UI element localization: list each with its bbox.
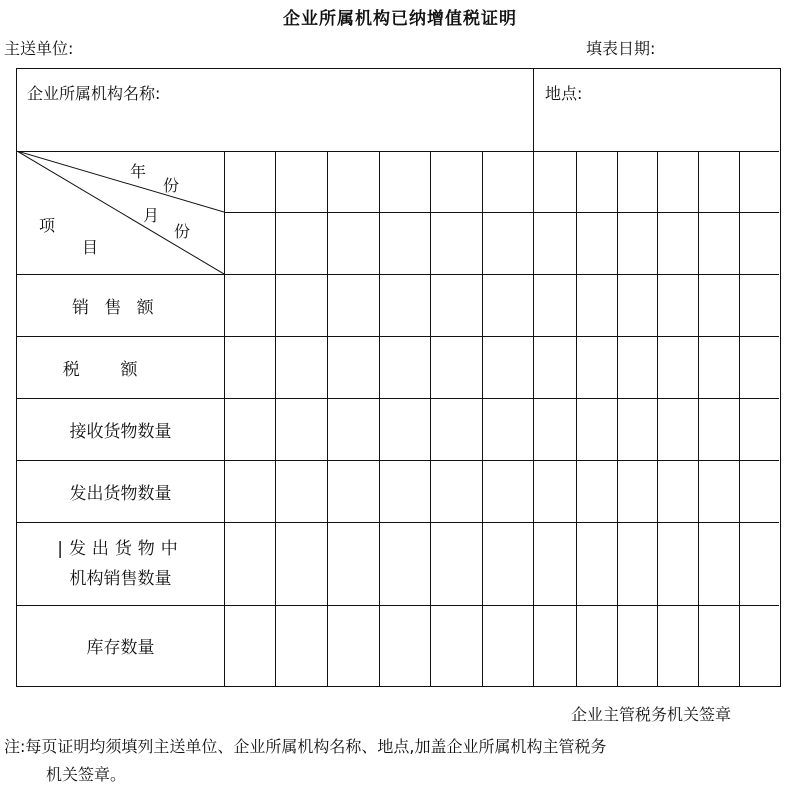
grid-line — [379, 151, 380, 686]
grid-line — [698, 151, 699, 686]
diag-year: 年 — [130, 162, 147, 181]
diag-month: 月 — [143, 206, 160, 225]
row-label-text: 接收货物数量 — [69, 421, 172, 442]
grid-line — [657, 151, 658, 686]
grid-line — [224, 151, 225, 686]
row-label-text: 机构销售数量 — [69, 568, 172, 589]
row-label-shipped-goods — [17, 460, 224, 522]
diag-item: 项 — [39, 216, 56, 235]
grid-line — [327, 151, 328, 686]
grid-line — [576, 151, 577, 686]
diag-fen-month: 份 — [174, 222, 191, 241]
grid-line — [275, 151, 276, 686]
org-name-label: 企业所属机构名称: — [27, 84, 161, 103]
grid-line — [430, 151, 431, 686]
grid-line — [224, 212, 779, 213]
fill-date-label: 填表日期: — [586, 39, 656, 58]
location-label: 地点: — [545, 84, 583, 103]
grid-line — [533, 151, 534, 686]
row-label-text: 销售额 — [72, 297, 169, 318]
diag-fen-year: 份 — [163, 176, 180, 195]
certificate-table — [16, 68, 781, 687]
row-label-text: 库存数量 — [86, 638, 155, 658]
row-label-tax — [17, 336, 224, 398]
row-label-branch-sales — [17, 522, 224, 605]
diag-mu: 目 — [82, 238, 99, 257]
row-label-inventory — [17, 605, 224, 686]
row-label-text: 税额 — [62, 359, 179, 380]
row-label-sales — [17, 274, 224, 336]
row-label-text: 发出货物数量 — [69, 483, 172, 504]
grid-line — [482, 151, 483, 686]
grid-line — [617, 151, 618, 686]
page-title: 企业所属机构已纳增值税证明 — [283, 9, 517, 29]
footnote-continued: 机关签章。 — [46, 765, 127, 784]
sender-unit-label: 主送单位: — [4, 39, 74, 58]
row-label-text: |发出货物中 — [57, 538, 184, 559]
footnote: 注:每页证明均须填列主送单位、企业所属机构名称、地点,加盖企业所属机构主管税务 — [4, 737, 607, 756]
tax-authority-seal-label: 企业主管税务机关签章 — [571, 705, 732, 724]
grid-line — [739, 151, 740, 686]
row-label-received-goods — [17, 398, 224, 460]
header-divider — [533, 69, 534, 151]
